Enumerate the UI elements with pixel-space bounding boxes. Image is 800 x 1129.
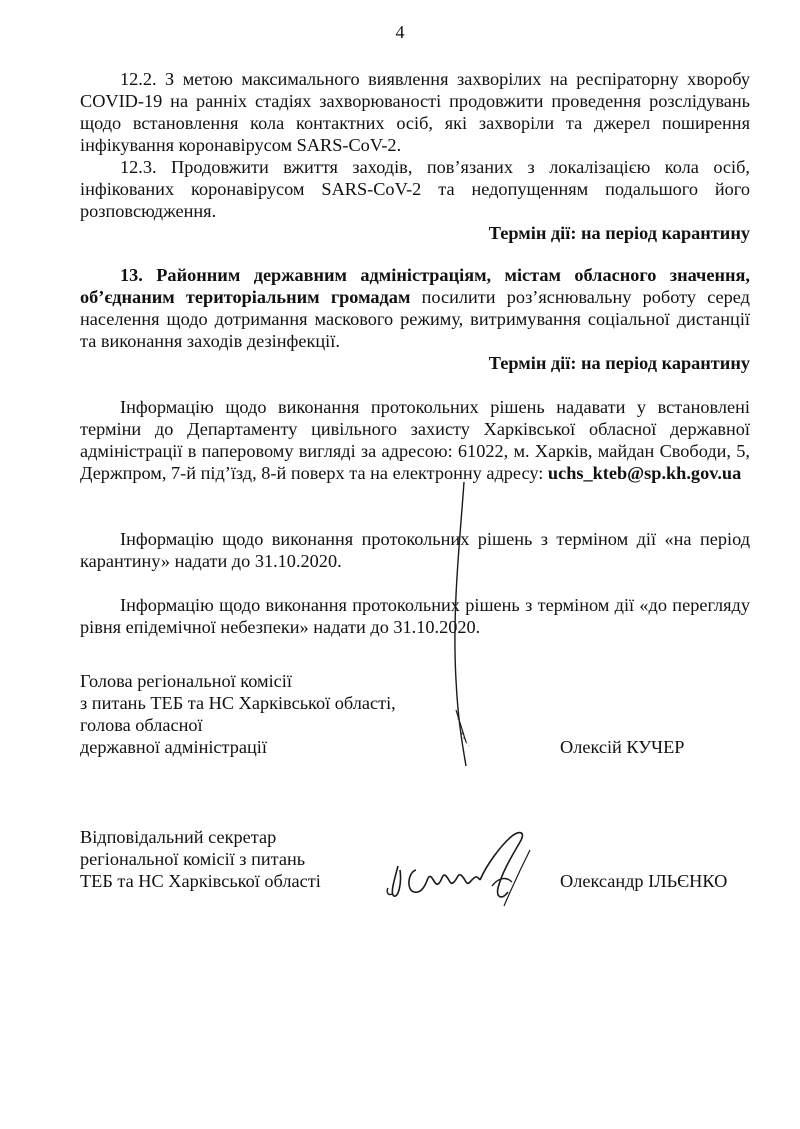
- signatory-2-name: Олександр ІЛЬЄНКО: [560, 871, 728, 891]
- signatory-2-line: регіональної комісії з питань: [80, 849, 306, 869]
- paragraph-13-text: посилити роз’яснювальну роботу серед населення щодо дотримання маскового режиму, витримування соціальної дистанції та виконання заходів дезінфекції.: [80, 287, 750, 351]
- paragraph-13-addressees: 13. Районним державним адміністраціям, містам обласного значення, об’єднаним територіальним громадам: [80, 265, 750, 307]
- signatory-1-name: Олексій КУЧЕР: [560, 737, 685, 757]
- term-line-2: Термін дії: на період карантину: [488, 353, 750, 373]
- signatory-2-title: [80, 826, 321, 892]
- signatory-2-line: ТЕБ та НС Харківської області: [80, 871, 321, 891]
- signatory-1-line: голова обласної: [80, 715, 203, 735]
- paragraph-12-3-text: 12.3. Продовжити вжиття заходів, пов’язаних з локалізацією кола осіб, інфікованих коронавірусом SARS-CoV-2 та недопущенням подальшого його розповсюдження.: [80, 157, 750, 221]
- info-paragraph-2: [80, 528, 750, 572]
- signature-2-graphic: [380, 826, 550, 916]
- info-paragraph-2-text: Інформацію щодо виконання протокольних рішень з терміном дії «на період карантину» надати до 31.10.2020.: [80, 529, 750, 571]
- signatory-1-line: з питань ТЕБ та НС Харківської області,: [80, 693, 396, 713]
- paragraph-12-2-text: 12.2. З метою максимального виявлення захворілих на респіраторну хворобу COVID-19 на ранніх стадіях захворюваності продовжити проведення розслідувань щодо встановлення кола контактних осіб, які захворіли та джерел поширення інфікування коронавірусом SARS-CoV-2.: [80, 69, 750, 155]
- signatory-1-title: [80, 670, 396, 758]
- term-line-1: Термін дії: на період карантину: [488, 223, 750, 243]
- paragraph-12-2: [80, 68, 750, 156]
- info-paragraph-1-text: Інформацію щодо виконання протокольних рішень надавати у встановлені терміни до Департаменту цивільного захисту Харківської обласної державної адміністрації в паперовому вигляді за адресою: 61022, м. Харків, майдан Свободи, 5, Держпром, 7-й під’їзд, 8-й поверх та на електронну адресу:: [80, 397, 750, 483]
- info-paragraph-1: [80, 396, 750, 484]
- signatory-1-line: Голова регіональної комісії: [80, 671, 292, 691]
- signatory-1-line: державної адміністрації: [80, 737, 267, 757]
- info-paragraph-3-text: Інформацію щодо виконання протокольних рішень з терміном дії «до перегляду рівня епідемічної небезпеки» надати до 31.10.2020.: [80, 595, 750, 637]
- paragraph-13: [80, 264, 750, 352]
- page-number: 4: [395, 22, 405, 42]
- signature-1-graphic: [420, 480, 480, 780]
- email-address: uchs_kteb@sp.kh.gov.ua: [547, 463, 742, 483]
- info-paragraph-3: [80, 594, 750, 638]
- signatory-2-line: Відповідальний секретар: [80, 827, 277, 847]
- paragraph-12-3: [80, 156, 750, 222]
